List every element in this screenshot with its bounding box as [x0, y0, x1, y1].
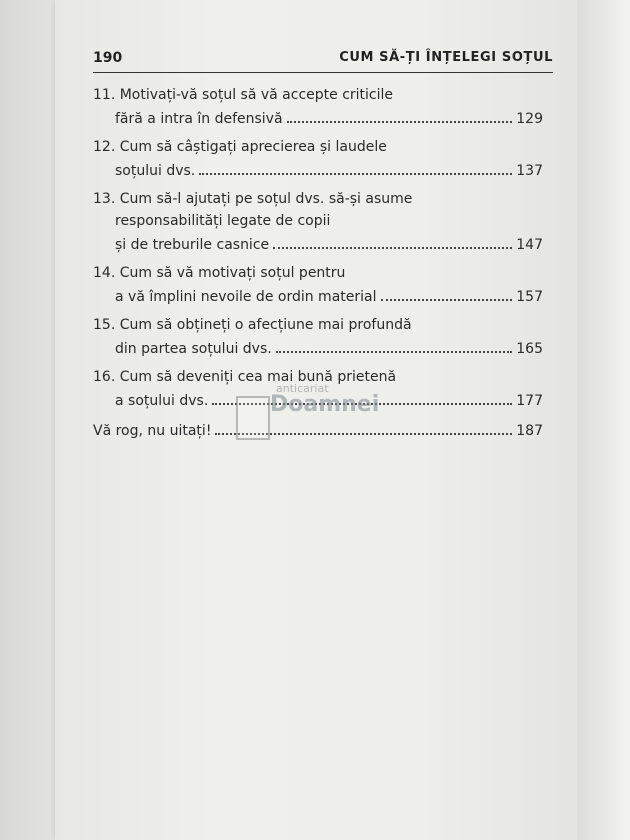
toc-page-number: 157: [516, 289, 543, 305]
watermark: [236, 382, 380, 452]
toc-entry-text: responsabilități legate de copii: [115, 213, 331, 229]
toc-entry-text: 16. Cum să deveniți cea mai bună prietenă: [93, 369, 397, 385]
dot-leader: [381, 284, 513, 301]
toc-entry: [93, 262, 543, 306]
toc-page-number: 165: [516, 341, 543, 357]
dot-leader: [273, 232, 512, 249]
left-page-edge: [0, 0, 55, 840]
header-rule: [93, 72, 553, 73]
toc-entry-text: 13. Cum să-l ajutați pe soțul dvs. să-și asume: [93, 191, 413, 207]
toc-entry: [93, 314, 543, 358]
dot-leader: [199, 158, 512, 175]
toc-page-number: 187: [516, 423, 543, 439]
right-page-edge: [577, 0, 630, 840]
toc-page-number: 129: [516, 111, 543, 127]
toc-entry-text: și de treburile casnice: [115, 237, 270, 253]
running-title: CUM SĂ-ȚI ÎNȚELEGI SOȚUL: [339, 50, 553, 65]
watermark-big-text: Doamnei: [270, 392, 380, 417]
toc-entry-text: a vă împlini nevoile de ordin material: [115, 289, 377, 305]
dot-leader: [287, 106, 513, 123]
dot-leader: [276, 336, 513, 353]
toc-entry-text: 14. Cum să vă motivați soțul pentru: [93, 265, 346, 281]
toc-entry-text: din partea soțului dvs.: [115, 341, 272, 357]
watermark-small-text: anticariat: [276, 382, 329, 395]
toc-entry: [93, 136, 543, 180]
toc-page-number: 177: [516, 393, 543, 409]
toc-page-number: 147: [516, 237, 543, 253]
toc-entry-text: Vă rog, nu uitați!: [93, 423, 212, 439]
page-header: [93, 50, 553, 74]
toc-entry-text: soțului dvs.: [115, 163, 196, 179]
toc-entry-text: 12. Cum să câștigați aprecierea și laudele: [93, 139, 387, 155]
toc-entry-text: 15. Cum să obțineți o afecțiune mai profundă: [93, 317, 412, 333]
toc-entry: [93, 84, 543, 128]
page-number: 190: [93, 50, 123, 66]
watermark-book-icon: [236, 396, 270, 440]
toc-entry-text: a soțului dvs.: [115, 393, 209, 409]
toc-entry: [93, 188, 543, 254]
toc-entry-text: 11. Motivați-vă soțul să vă accepte criticile: [93, 87, 394, 103]
toc-entry-text: fără a intra în defensivă: [115, 111, 283, 127]
toc-page-number: 137: [516, 163, 543, 179]
